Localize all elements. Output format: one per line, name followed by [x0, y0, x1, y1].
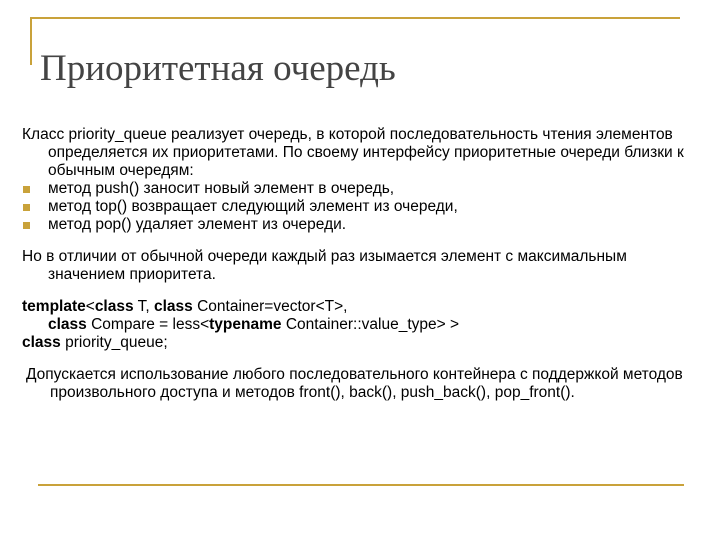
code-keyword: template: [22, 298, 86, 315]
note-paragraph: Допускается использование любого последовательного контейнера с поддержкой методов произвольного доступа и методов front(), back(), push_back(), pop_front().: [26, 366, 683, 401]
code-keyword: class: [22, 334, 61, 351]
code-line-2: [22, 316, 702, 334]
list-item-text: метод pop() удаляет элемент из очереди.: [48, 216, 347, 233]
code-line-3: [22, 334, 702, 352]
square-bullet-icon: [23, 222, 30, 229]
decor-line-left: [30, 17, 32, 65]
code-keyword: class: [94, 298, 134, 315]
list-item-text: метод top() возвращает следующий элемент из очереди,: [48, 198, 458, 215]
list-item-text: метод push() заносит новый элемент в очередь,: [48, 180, 395, 197]
decor-line-top: [30, 17, 680, 19]
difference-paragraph: Но в отличии от обычной очереди каждый раз изымается элемент с максимальным значением приоритета.: [22, 248, 627, 283]
code-keyword: typename: [209, 316, 282, 333]
code-text: Container::value_type> >: [281, 316, 460, 333]
intro-paragraph: Класс priority_queue реализует очередь, в которой последовательность чтения элементов определяется их приоритетами. По своему интерфейсу приоритетные очереди близки к обычным очередям:: [22, 126, 684, 179]
method-list: [22, 180, 702, 234]
code-keyword: class: [48, 316, 87, 333]
code-text: Compare = less<: [86, 316, 210, 333]
square-bullet-icon: [23, 186, 30, 193]
code-text: <: [85, 298, 95, 315]
decor-line-bottom: [38, 484, 684, 486]
code-line-1: [22, 298, 702, 316]
code-text: T,: [133, 298, 154, 315]
slide-body: [22, 126, 702, 402]
code-text: Container=vector<T>,: [192, 298, 348, 315]
list-item: [22, 198, 702, 216]
list-item: [22, 216, 702, 234]
square-bullet-icon: [23, 204, 30, 211]
slide-title: Приоритетная очередь: [40, 47, 396, 89]
code-block: [22, 298, 702, 352]
code-text: priority_queue;: [60, 334, 168, 351]
list-item: [22, 180, 702, 198]
code-keyword: class: [154, 298, 193, 315]
